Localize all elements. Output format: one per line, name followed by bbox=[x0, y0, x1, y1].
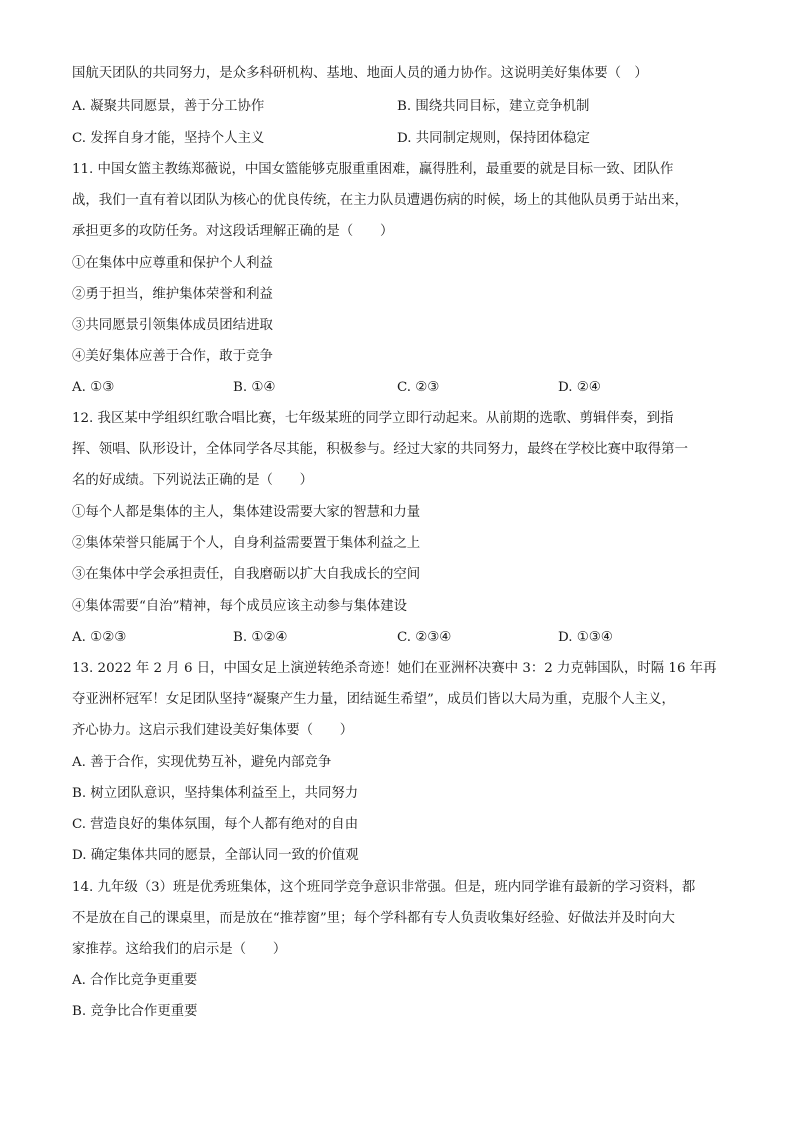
q13-option-a: A. 善于合作，实现优势互补，避免内部竞争 bbox=[72, 755, 332, 770]
q11-option-c: C. ②③ bbox=[397, 380, 440, 395]
q14-stem-line-2: 不是放在自己的课桌里，而是放在“推荐窗”里；每个学科都有专人负责收集好经验、好做法并及时向大 bbox=[72, 911, 675, 926]
q11-option-a: A. ①③ bbox=[72, 380, 115, 395]
q12-statement-4: ④集体需要“自治”精神，每个成员应该主动参与集体建设 bbox=[72, 599, 408, 614]
q12-option-a: A. ①②③ bbox=[72, 630, 127, 645]
q11-statement-3: ③共同愿景引领集体成员团结进取 bbox=[72, 318, 273, 333]
q12-option-b: B. ①②④ bbox=[233, 630, 288, 645]
q12-statement-2: ②集体荣誉只能属于个人，自身利益需要置于集体利益之上 bbox=[72, 536, 421, 551]
q13-stem-line-1: 13. 2022 年 2 月 6 日，中国女足上演逆转绝杀奇迹！她们在亚洲杯决赛中 3：2 力克韩国队，时隔 16 年再 bbox=[72, 661, 717, 676]
q10-option-d: D. 共同制定规则，保持团体稳定 bbox=[397, 131, 590, 146]
q13-option-d: D. 确定集体共同的愿景，全部认同一致的价值观 bbox=[72, 848, 359, 863]
q11-option-b: B. ①④ bbox=[233, 380, 276, 395]
q12-option-c: C. ②③④ bbox=[397, 630, 452, 645]
q11-option-d: D. ②④ bbox=[558, 380, 601, 395]
q10-option-c: C. 发挥自身才能，坚持个人主义 bbox=[72, 131, 265, 146]
q11-stem-line-3: 承担更多的攻防任务。对这段话理解正确的是（ ） bbox=[72, 224, 394, 239]
q10-option-a: A. 凝聚共同愿景，善于分工协作 bbox=[72, 99, 265, 114]
q11-stem-line-2: 战，我们一直有着以团队为核心的优良传统，在主力队员遭遇伤病的时候，场上的其他队员勇于站出来， bbox=[72, 193, 688, 208]
q14-option-b: B. 竞争比合作更重要 bbox=[72, 1004, 198, 1019]
q10-option-b: B. 围绕共同目标，建立竞争机制 bbox=[397, 99, 590, 114]
q12-statement-1: ①每个人都是集体的主人，集体建设需要大家的智慧和力量 bbox=[72, 505, 421, 520]
q12-stem-line-1: 12. 我区某中学组织红歌合唱比赛，七年级某班的同学立即行动起来。从前期的选歌、剪辑伴奏，到指 bbox=[72, 411, 674, 426]
q11-statement-4: ④美好集体应善于合作，敢于竞争 bbox=[72, 349, 273, 364]
q14-stem-line-1: 14. 九年级（3）班是优秀班集体，这个班同学竞争意识非常强。但是，班内同学谁有最新的学习资料，都 bbox=[72, 880, 696, 895]
q13-stem-line-2: 夺亚洲杯冠军！女足团队坚持“凝聚产生力量，团结诞生希望”，成员们皆以大局为重，克服个人主义， bbox=[72, 692, 675, 707]
q12-stem-line-2: 挥、领唱、队形设计，全体同学各尽其能，积极参与。经过大家的共同努力，最终在学校比赛中取得第一 bbox=[72, 442, 688, 457]
q12-option-d: D. ①③④ bbox=[558, 630, 613, 645]
q13-stem-line-3: 齐心协力。这启示我们建设美好集体要（ ） bbox=[72, 723, 354, 738]
q12-statement-3: ③在集体中学会承担责任，自我磨砺以扩大自我成长的空间 bbox=[72, 567, 421, 582]
q11-stem-line-1: 11. 中国女篮主教练郑薇说，中国女篮能够克服重重困难，赢得胜利，最重要的就是目标一致、团队作 bbox=[72, 162, 674, 177]
q10-stem-tail: 国航天团队的共同努力，是众多科研机构、基地、地面人员的通力协作。这说明美好集体要（ ） bbox=[72, 66, 648, 81]
q12-stem-line-3: 名的好成绩。下列说法正确的是（ ） bbox=[72, 473, 314, 488]
q11-statement-1: ①在集体中应尊重和保护个人利益 bbox=[72, 256, 273, 271]
q13-option-c: C. 营造良好的集体氛围，每个人都有绝对的自由 bbox=[72, 817, 359, 832]
q13-option-b: B. 树立团队意识，坚持集体利益至上，共同努力 bbox=[72, 786, 359, 801]
q14-stem-line-3: 家推荐。这给我们的启示是（ ） bbox=[72, 942, 287, 957]
q11-statement-2: ②勇于担当，维护集体荣誉和利益 bbox=[72, 287, 273, 302]
q14-option-a: A. 合作比竞争更重要 bbox=[72, 973, 198, 988]
